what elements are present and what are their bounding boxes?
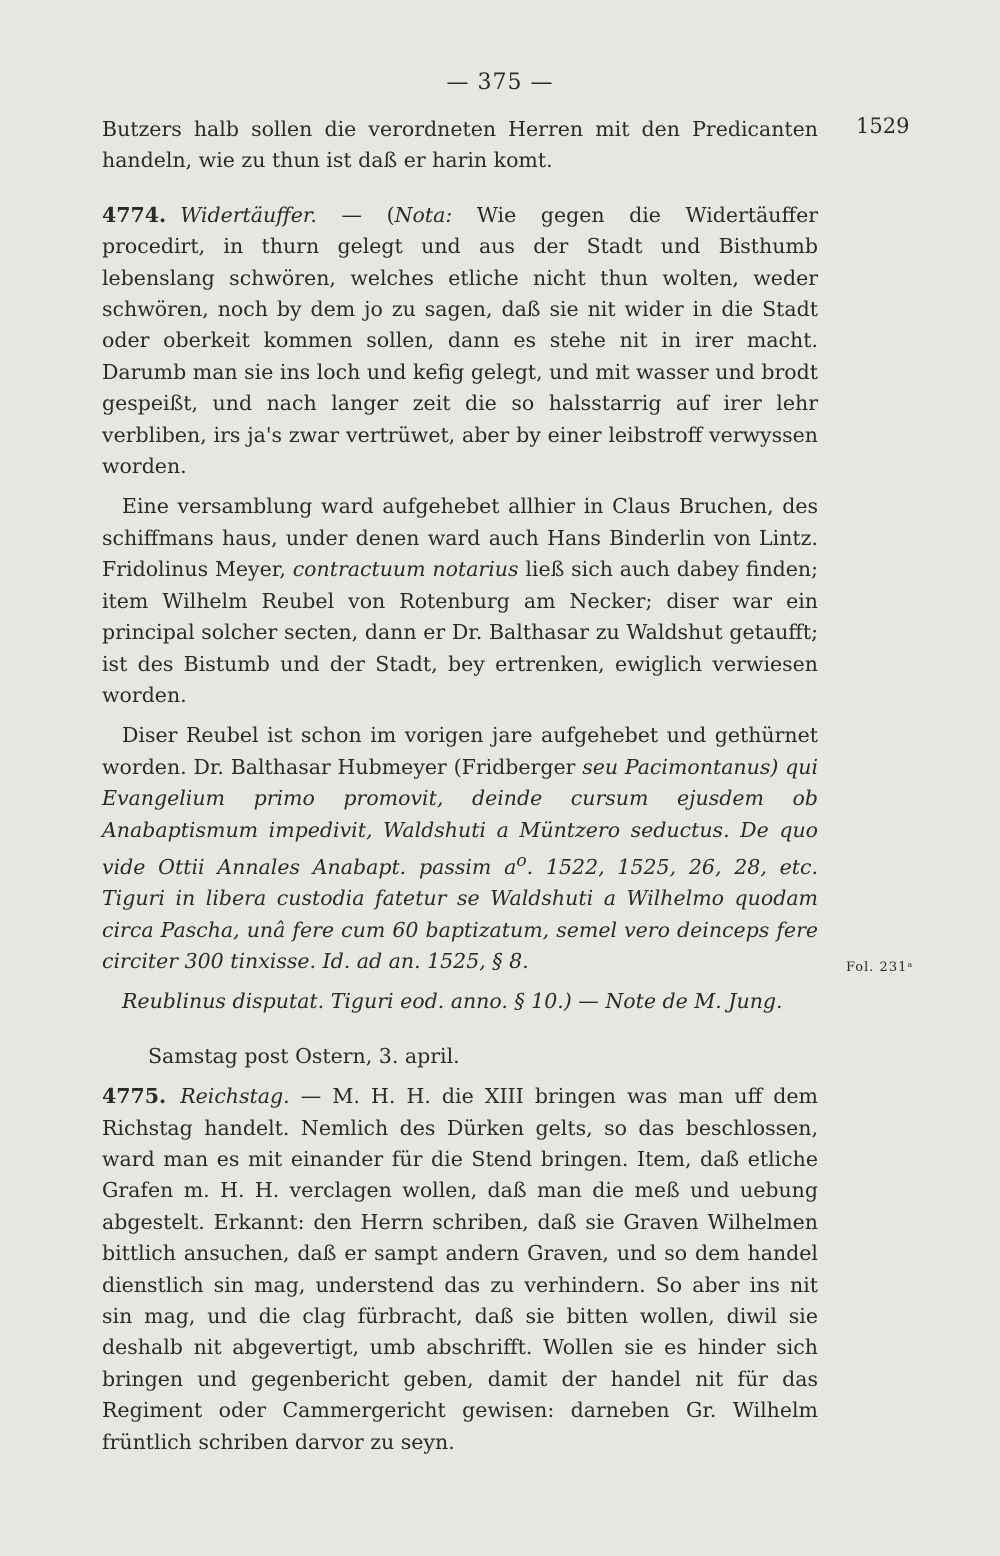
nota-label: Nota: — [394, 202, 453, 227]
paragraph-versamblung — [102, 491, 818, 711]
italic-run: . 1522, 1525, 26, 28, etc. Tiguri in libera custodia fatetur se Waldshuti a Wilhelmo quodam circa Pascha, unâ fere cum 60 baptizatum, semel vero deinceps fere circiter 300 tinxisse. Id. ad an. 1525, § 8. — [102, 854, 818, 973]
date-line: Samstag post Ostern, 3. april. — [148, 1043, 460, 1068]
entry-4775 — [102, 1081, 818, 1458]
entry-title: Reichstag. — [180, 1084, 290, 1109]
main-text — [102, 114, 818, 1458]
italic-run: seu Pacimontanus) qui Evangelium primo promovit, deinde cursum ejusdem ob Anabaptismum impedivit, Waldshuti a Müntzero seductus. De quo vide Ottii Annales Anabapt. passim a — [102, 754, 818, 879]
superscript: o — [516, 850, 527, 871]
italic-run: Reublinus disputat. Tiguri eod. anno. § 10.) — [122, 989, 572, 1014]
entry-4774 — [102, 200, 818, 483]
entry-number: 4775. — [102, 1084, 167, 1109]
text-run: — — [571, 989, 606, 1014]
paragraph-reublinus — [102, 986, 818, 1017]
page-number: — 375 — — [446, 70, 554, 95]
margin-folio-reference: Fol. 231ᵃ — [846, 960, 914, 975]
paragraph-reubel — [102, 720, 818, 977]
entry-body: — M. H. H. die XIII bringen was man uff dem Richstag handelt. Nemlich des Dürken gelts, so das beschlossen, ward man es mit einander für die Stend bringen. Item, daß etliche Grafen m. H. H. verclagen wollen, daß man die meß und uebung abgestelt. Erkannt: den Herrn schriben, daß sie Graven Wilhelmen bittlich ansuchen, daß er sampt andern Graven, und so dem handel dienstlich sin mag, understend das zu verhindern. So aber ins nit sin mag, und die clag fürbracht, daß sie bitten wollen, diwil sie deshalb nit abgevertigt, umb abschrifft. Wollen sie es hinder sich bringen und gegenbericht geben, damit der handel nit für das Regiment oder Cammergericht gewisen: darneben Gr. Wilhelm früntlich schriben darvor zu seyn. — [102, 1084, 818, 1454]
margin-year: 1529 — [856, 114, 910, 138]
entry-dash: — ( — [316, 202, 395, 227]
paragraph-butzers: Butzers halb sollen die verordneten Herren mit den Predicanten handeln, wie zu thun ist daß er harin komt. — [102, 117, 818, 173]
entry-body: Wie gegen die Widertäuffer procedirt, in thurn gelegt und aus der Stadt und Bisthumb lebenslang schwören, welches etliche nicht thun wolten, weder schwören, noch by dem jo zu sagen, daß sie nit wider in die Stadt oder oberkeit kommen sollen, dann es stehe nit in irer macht. Darumb man sie ins loch und kefig gelegt, und mit wasser und brodt gespeißt, und nach langer zeit die so halsstarrig auf irer lehr verbliben, irs ja's zwar vertrüwet, aber by einer leibstroff verwyssen worden. — [102, 202, 818, 479]
text-run: Eine versamblung ward aufgehebet allhier in Claus Bruchen, des schiffmans haus, under denen ward auch Hans Binderlin von Lintz. Fridolinus Meyer, — [102, 494, 818, 582]
entry-title: Widertäuffer. — [180, 202, 317, 227]
entry-number: 4774. — [102, 202, 167, 227]
italic-run: contractuum notarius — [292, 557, 519, 582]
text-run: ließ sich auch dabey finden; item Wilhelm Reubel von Rotenburg am Necker; diser war ein principal solcher secten, dann er Dr. Balthasar zu Waldshut getaufft; ist des Bistumb und der Stadt, bey ertrenken, ewiglich verwiesen worden. — [102, 557, 819, 707]
text-run: Diser Reubel ist schon im vorigen jare aufgehebet und gethürnet worden. Dr. Balthasar Hubmeyer (Fridberger — [102, 723, 818, 779]
note-attribution: Note de M. Jung. — [605, 989, 783, 1014]
